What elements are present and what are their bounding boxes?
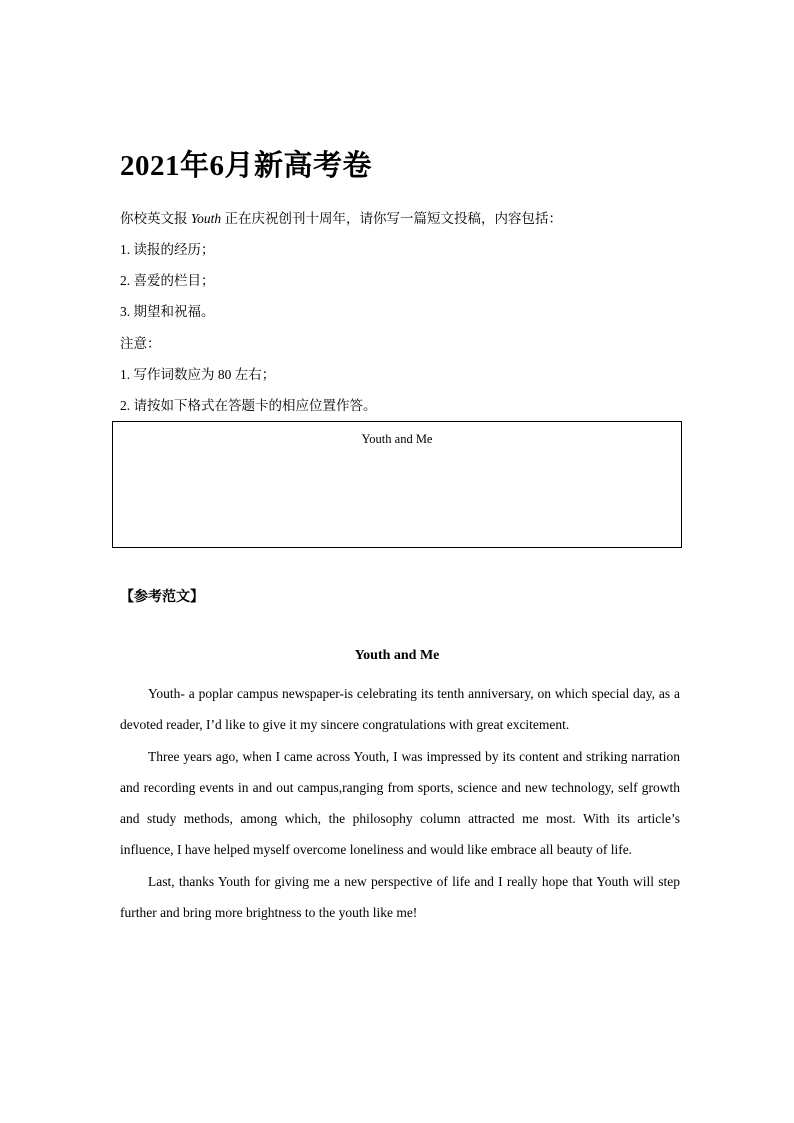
essay-paragraph-3: Last, thanks Youth for giving me a new perspective of life and I really hope that Youth will step further and bring more brightness to the youth like me! bbox=[120, 873, 680, 921]
page-title: 2021年6月新高考卷 bbox=[120, 150, 373, 182]
prompt-intro-before: 你校英文报 bbox=[120, 211, 191, 226]
essay-body bbox=[120, 678, 680, 928]
essay-paragraph-1: Youth- a poplar campus newspaper-is celebrating its tenth anniversary, on which special day, as a devoted reader, I’d like to give it my sincere congratulations with great excitement. bbox=[120, 686, 680, 733]
note-item-2: 2. 请按如下格式在答题卡的相应位置作答。 bbox=[120, 398, 377, 413]
essay-title: Youth and Me bbox=[354, 648, 440, 663]
note-item-1: 1. 写作词数应为 80 左右； bbox=[120, 367, 276, 382]
essay-paragraph-2: Three years ago, when I came across Youth, I was impressed by its content and striking narration and recording events in and out campus,ranging from sports, science and new technology, self growth and study methods, among which, the philosophy column attracted me most. With its article’s influence, I have helped myself overcome loneliness and would like embrace all beauty of life. bbox=[120, 748, 680, 858]
prompt-intro-italic: Youth bbox=[190, 211, 222, 226]
prompt-item-1: 1. 读报的经历； bbox=[120, 242, 215, 257]
reference-label: 【参考范文】 bbox=[120, 590, 204, 605]
prompt-intro-after: 正在庆祝创刊十周年，请你写一篇短文投稿，内容包括： bbox=[221, 211, 563, 226]
prompt-item-3: 3. 期望和祝福。 bbox=[120, 304, 215, 319]
answer-box-title: Youth and Me bbox=[361, 432, 433, 446]
prompt-item-2: 2. 喜爱的栏目； bbox=[120, 273, 215, 288]
answer-box bbox=[112, 421, 682, 548]
note-label: 注意： bbox=[120, 336, 161, 351]
prompt-intro bbox=[120, 210, 562, 228]
